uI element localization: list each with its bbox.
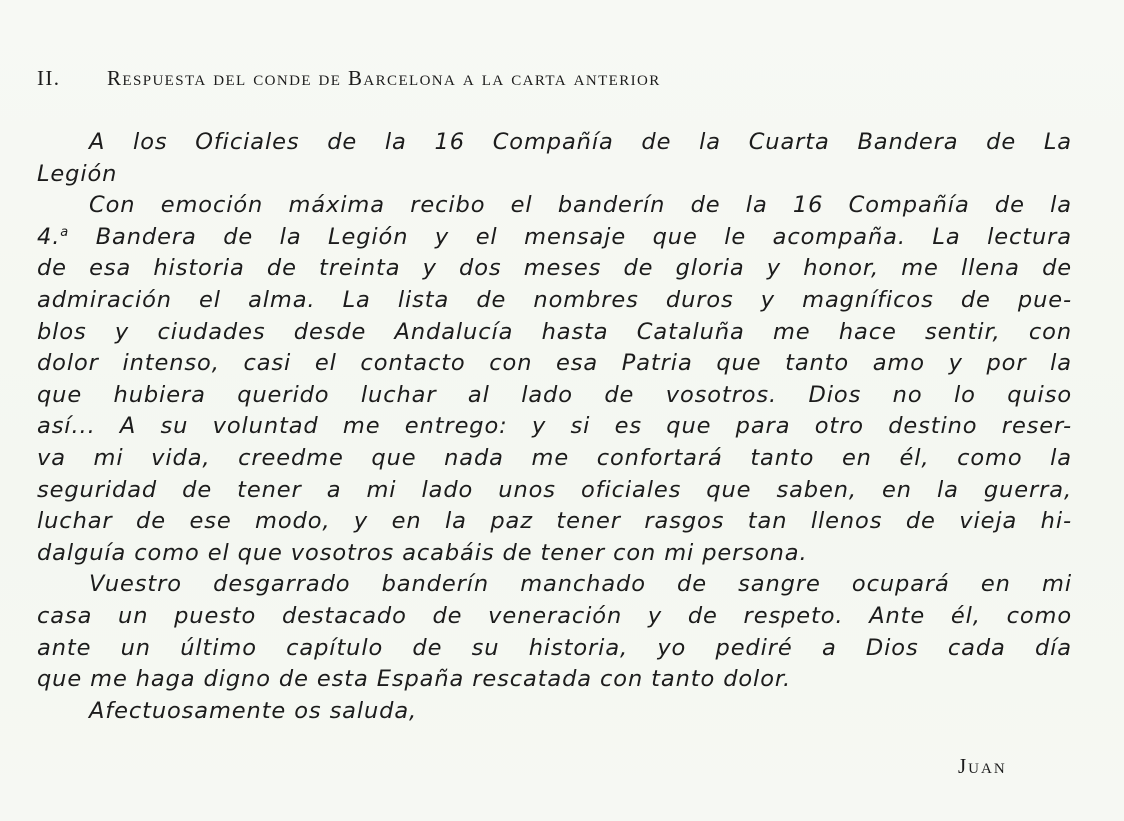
paragraph-line bbox=[37, 222, 1072, 254]
ordinal-suffix: a bbox=[60, 224, 70, 240]
paragraph-line: ante un último capítulo de su historia, yo pediré a Dios cada día bbox=[37, 634, 1072, 661]
paragraph-line: casa un puesto destacado de veneración y de respeto. Ante él, como bbox=[37, 602, 1072, 629]
paragraph-line: de esa historia de treinta y dos meses de gloria y honor, me llena de bbox=[37, 255, 1072, 282]
paragraph-line: así... A su voluntad me entrego: y si es que para otro destino reser- bbox=[37, 413, 1072, 440]
paragraph-line: Con emoción máxima recibo el banderín de la 16 Compañía de la bbox=[89, 192, 1072, 219]
paragraph-line: blos y ciudades desde Andalucía hasta Cataluña me hace sentir, con bbox=[37, 318, 1072, 345]
paragraph-line: luchar de ese modo, y en la paz tener rasgos tan llenos de vieja hi- bbox=[37, 508, 1072, 535]
paragraph-line: que hubiera querido luchar al lado de vosotros. Dios no lo quiso bbox=[37, 381, 1072, 408]
paragraph-line-text: Bandera de la Legión y el mensaje que le acompaña. La lectura bbox=[69, 223, 1072, 250]
ordinal-number: 4. bbox=[37, 223, 61, 250]
address-line: A los Oficiales de la 16 Compañía de la Cuarta Bandera de La bbox=[89, 129, 1072, 155]
signature: Juan bbox=[958, 754, 1007, 778]
section-heading bbox=[37, 66, 1097, 91]
paragraph-line: va mi vida, creedme que nada me confortará tanto en él, como la bbox=[37, 444, 1072, 471]
section-title: Respuesta del conde de Barcelona a la carta anterior bbox=[107, 66, 661, 90]
paragraph-line: dalguía como el que vosotros acabáis de tener con mi persona. bbox=[37, 539, 808, 566]
paragraph-line: que me haga digno de esta España rescatada con tanto dolor. bbox=[37, 666, 791, 693]
paragraph-line: dolor intenso, casi el contacto con esa Patria que tanto amo y por la bbox=[37, 350, 1072, 377]
closing-line: Afectuosamente os saluda, bbox=[89, 697, 418, 724]
paragraph-line: admiración el alma. La lista de nombres duros y magníficos de pue- bbox=[37, 286, 1072, 313]
section-numeral: II. bbox=[37, 66, 61, 90]
letter-body bbox=[37, 127, 1072, 727]
paragraph-line: seguridad de tener a mi lado unos oficiales que saben, en la guerra, bbox=[37, 476, 1072, 503]
paragraph-line: Vuestro desgarrado banderín manchado de sangre ocupará en mi bbox=[89, 571, 1072, 598]
address-line: Legión bbox=[37, 160, 118, 187]
